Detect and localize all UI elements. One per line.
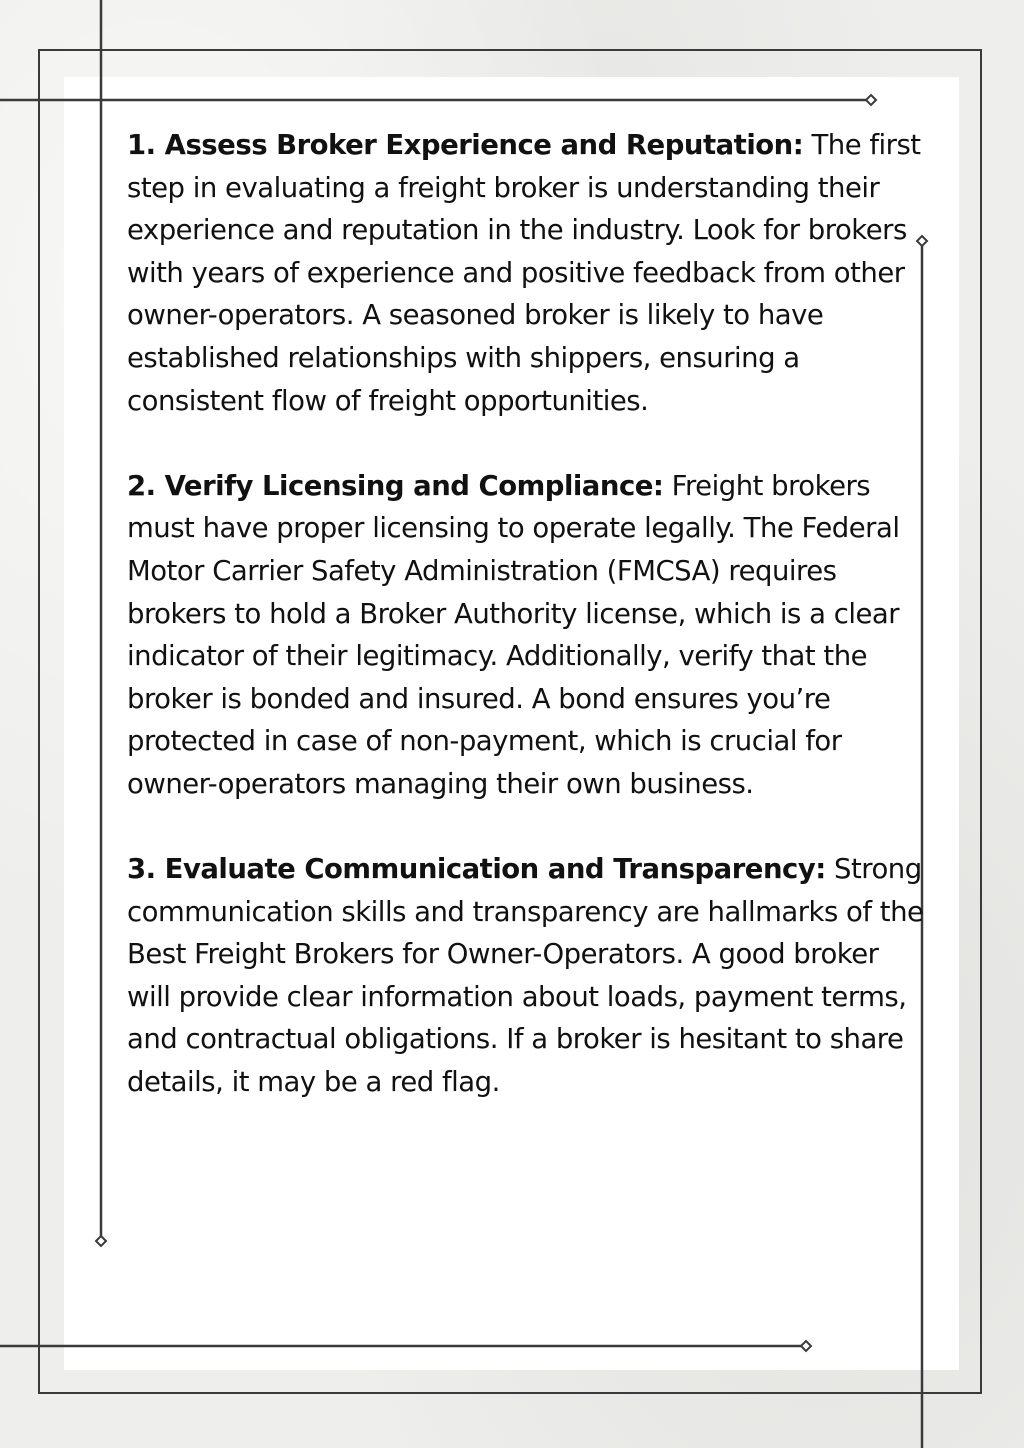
section-body: Freight brokers must have proper licensing to operate legally. The Federal Motor Carrier Safety Administration (FMCSA) requires brokers to hold a Broker Authority license, which is a clear indicator of their legitimacy. Additionally, verify that the broker is bonded and insured. A bond ensures you’re protected in case of non-payment, which is crucial for owner-operators managing their own business. <box>127 469 900 800</box>
section-heading: 1. Assess Broker Experience and Reputation: <box>127 129 804 161</box>
section-licensing <box>127 465 927 806</box>
section-body: The first step in evaluating a freight broker is understanding their experience and reputation in the industry. Look for brokers with years of experience and positive feedback from other owner-operators. A seasoned broker is likely to have established relationships with shippers, ensuring a consistent flow of freight opportunities. <box>127 129 921 417</box>
section-communication <box>127 848 927 1104</box>
section-body: Strong communication skills and transparency are hallmarks of the Best Freight Brokers for Owner-Operators. A good broker will provide clear information about loads, payment terms, and contractual obligations. If a broker is hesitant to share details, it may be a red flag. <box>127 853 924 1099</box>
section-heading: 2. Verify Licensing and Compliance: <box>127 469 664 502</box>
article-content <box>127 124 927 1104</box>
section-heading: 3. Evaluate Communication and Transparency: <box>127 853 826 886</box>
section-experience <box>127 124 927 422</box>
